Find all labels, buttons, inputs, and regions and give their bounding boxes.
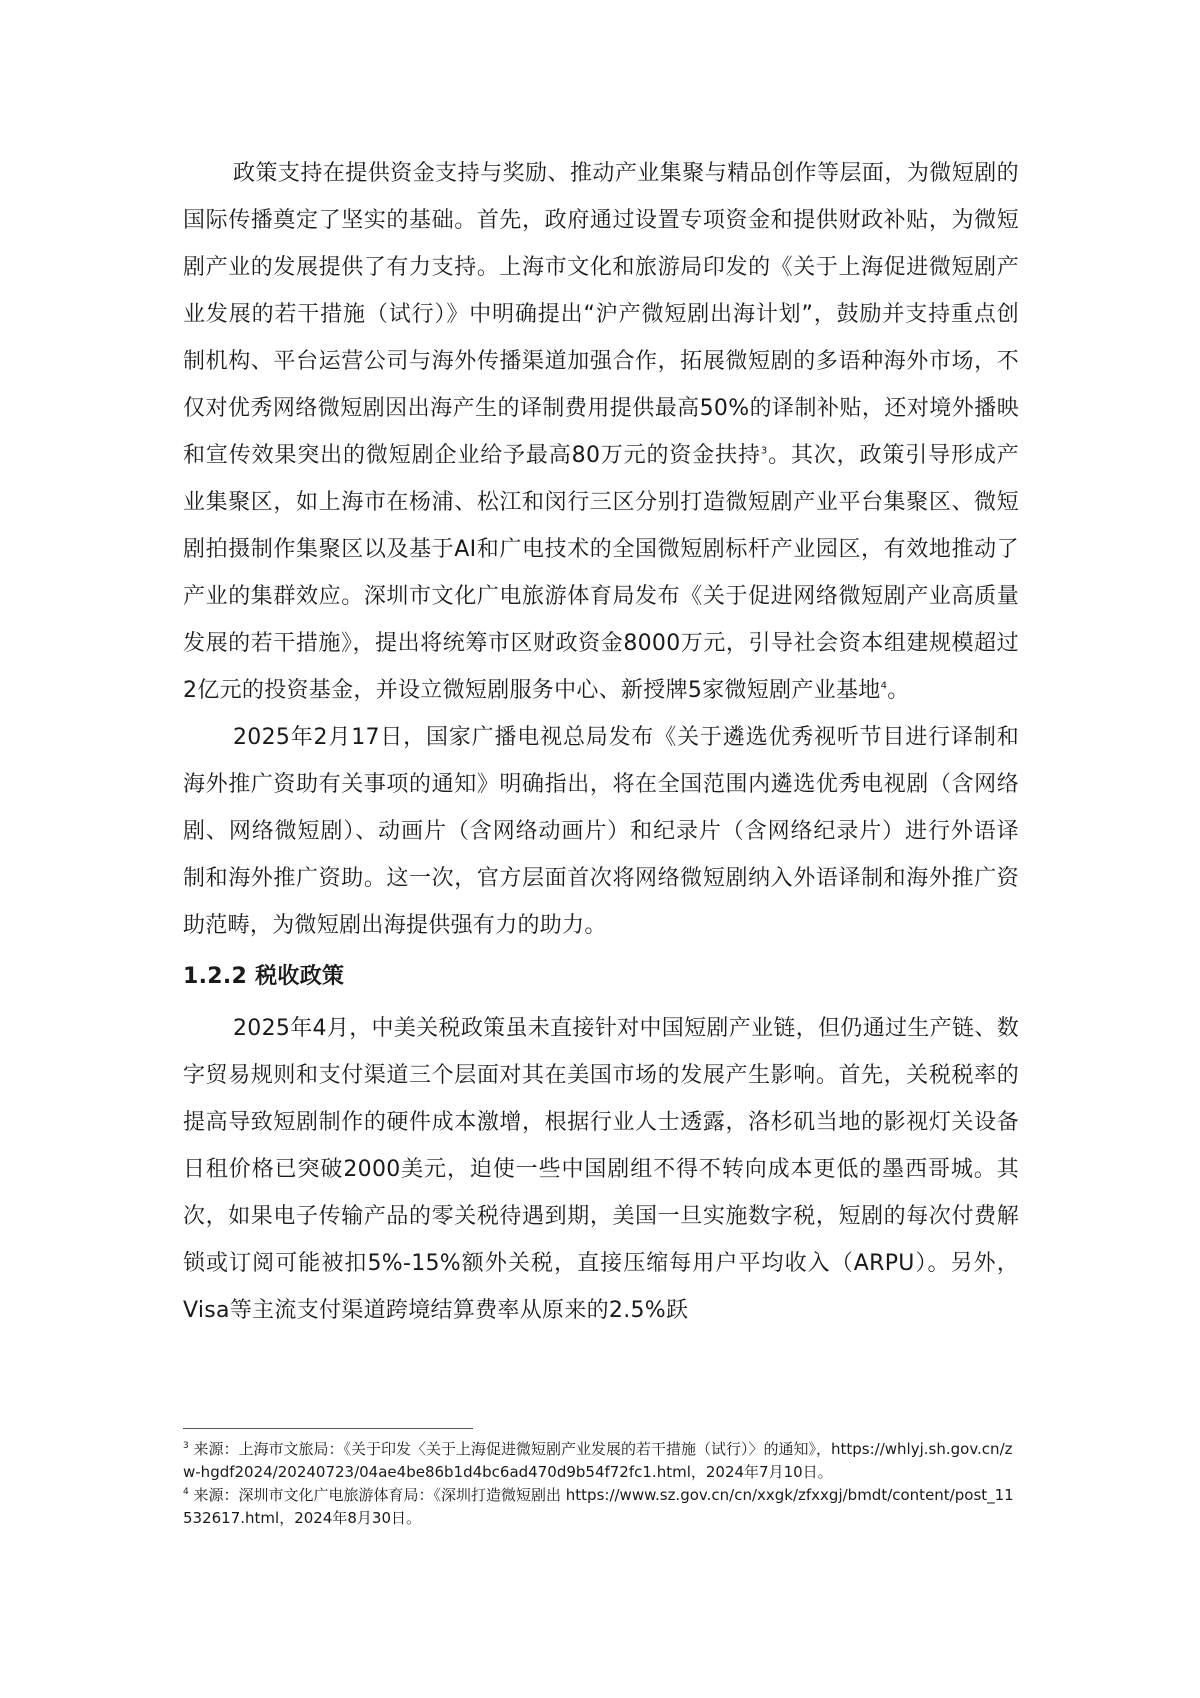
paragraph-policy-support <box>183 150 1019 714</box>
paragraph-text: 。 <box>887 678 910 703</box>
paragraph-tariff-policy: 2025年4月，中美关税政策虽未直接针对中国短剧产业链，但仍通过生产链、数字贸易规则和支付渠道三个层面对其在美国市场的发展产生影响。首先，关税税率的提高导致短剧制作的硬件成本激增，根据行业人士透露，洛杉矶当地的影视灯关设备日租价格已突破2000美元，迫使一些中国剧组不得不转向成本更低的墨西哥城。其次，如果电子传输产品的零关税待遇到期，美国一旦实施数字税，短剧的每次付费解锁或订阅可能被扣5%-15%额外关税，直接压缩每用户平均收入（ARPU）。另外，Visa等主流支付渠道跨境结算费率从原来的2.5%跃 <box>183 1016 1019 1323</box>
paragraph-text: 。其次，政策引导形成产业集聚区，如上海市在杨浦、松江和闵行三区分别打造微短剧产业平台集聚区、微短剧拍摄制作集聚区以及基于AI和广电技术的全国微短剧标杆产业园区，有效地推动了产业的集群效应。深圳市文化广电旅游体育局发布《关于促进网络微短剧产业高质量发展的若干措施》，提出将统筹市区财政资金8000万元，引导社会资本组建规模超过2亿元的投资基金，并设立微短剧服务中心、新授牌5家微短剧产业基地 <box>183 443 1019 703</box>
footnote-mark: 4 <box>183 1487 189 1497</box>
footnote-ref-3[interactable]: 3 <box>760 445 768 457</box>
paragraph-text: 政策支持在提供资金支持与奖励、推动产业集聚与精品创作等层面，为微短剧的国际传播奠定了坚实的基础。首先，政府通过设置专项资金和提供财政补贴，为微短剧产业的发展提供了有力支持。上海市文化和旅游局印发的《关于上海促进微短剧产业发展的若干措施（试行）》中明确提出“沪产微短剧出海计划”，鼓励并支持重点创制机构、平台运营公司与海外传播渠道加强合作，拓展微短剧的多语种海外市场，不仅对优秀网络微短剧因出海产生的译制费用提供最高50%的译制补贴，还对境外播映和宣传效果突出的微短剧企业给予最高80万元的资金扶持 <box>183 161 1019 468</box>
footnote-mark: 3 <box>183 1441 189 1451</box>
footnote-text: 来源：上海市文旅局：《关于印发〈关于上海促进微短剧产业发展的若干措施（试行）〉的通知》，https://whlyj.sh.gov.cn/zw-hgdf2024/20240723/04ae4be86b1d4bc6ad470d9b54f72fc1.html，2024年7月10日。 <box>183 1440 1013 1481</box>
footnote-ref-4[interactable]: 4 <box>880 680 888 692</box>
footnote-text: 来源：深圳市文化广电旅游体育局：《深圳打造微短剧出 https://www.sz.gov.cn/cn/xxgk/zfxxgj/bmdt/content/post_11532617.html，2024年8月30日。 <box>183 1486 1014 1527</box>
paragraph-sarft-notice: 2025年2月17日，国家广播电视总局发布《关于遴选优秀视听节目进行译制和海外推广资助有关事项的通知》明确指出，将在全国范围内遴选优秀电视剧（含网络剧、网络微短剧）、动画片（含网络动画片）和纪录片（含网络纪录片）进行外语译制和海外推广资助。这一次，官方层面首次将网络微短剧纳入外语译制和海外推广资助范畴，为微短剧出海提供强有力的助力。 <box>183 725 1019 938</box>
footnotes <box>183 1438 1019 1530</box>
footnote-divider <box>183 1428 473 1429</box>
body-text <box>183 150 1019 1334</box>
footnote-3 <box>183 1438 1019 1484</box>
footnote-4 <box>183 1484 1019 1530</box>
section-heading-tax-policy: 1.2.2 税收政策 <box>183 964 345 989</box>
